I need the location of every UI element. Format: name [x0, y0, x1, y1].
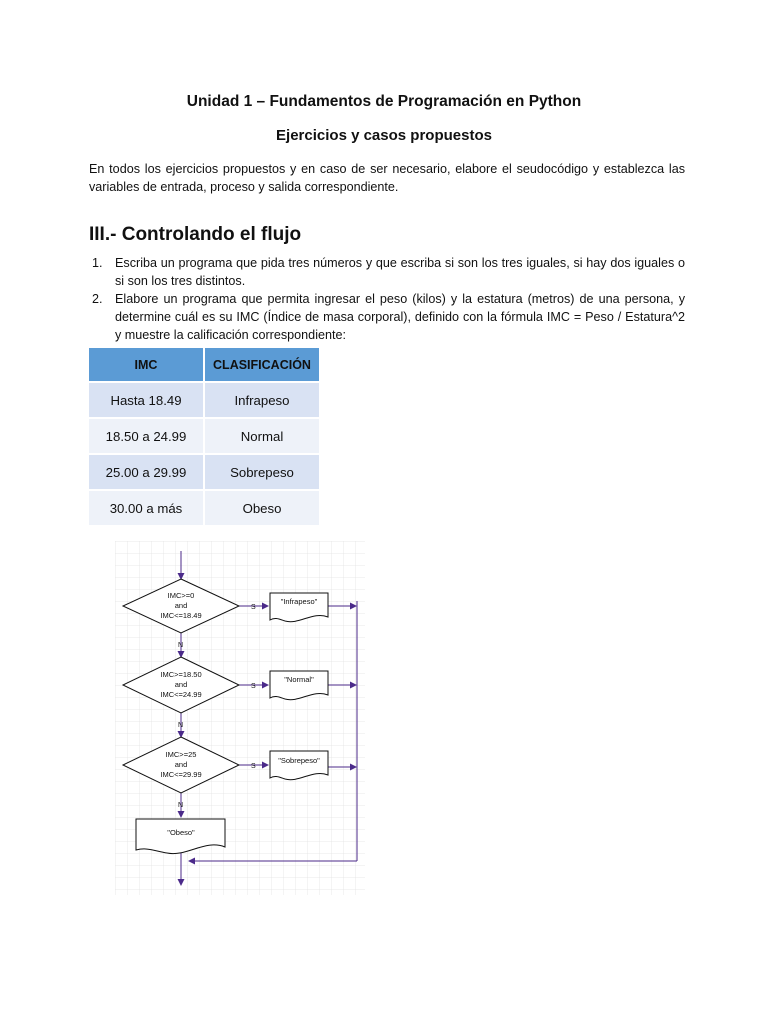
table-cell: Obeso [205, 491, 321, 527]
imc-flowchart [115, 541, 365, 895]
table-row [89, 455, 321, 491]
table-header-clasificacion: CLASIFICACIÓN [205, 348, 321, 383]
decision-3-line3: IMC<=29.99 [160, 770, 202, 779]
yes-label-2: S [251, 683, 256, 690]
table-row [89, 419, 321, 455]
table-row [89, 383, 321, 419]
list-item-number: 2. [92, 292, 103, 306]
no-label-2: N [178, 722, 184, 729]
output-2-text: "Normal" [284, 675, 314, 684]
table-cell: 25.00 a 29.99 [89, 455, 205, 491]
decision-3-line1: IMC>=25 [165, 750, 197, 759]
table-cell: Normal [205, 419, 321, 455]
table-cell: Infrapeso [205, 383, 321, 419]
imc-table [89, 348, 321, 527]
decision-3-line2: and [174, 760, 188, 769]
table-header-row [89, 348, 321, 383]
no-label-1: N [178, 642, 184, 649]
list-item-text: Elabore un programa que permita ingresar el peso (kilos) y la estatura (metros) de una persona, y determine cuál es su IMC (Índice de masa corporal), definido con la fórmula IMC = Peso / Estatura^2 y muestre la calificación correspondiente: [115, 292, 685, 342]
list-item-number: 1. [92, 256, 103, 270]
decision-2-line2: and [174, 680, 188, 689]
table-header-imc: IMC [89, 348, 205, 383]
output-1-text: "Infrapeso" [280, 597, 318, 606]
table-cell: 30.00 a más [89, 491, 205, 527]
decision-2-line3: IMC<=24.99 [160, 690, 202, 699]
decision-1-line3: IMC<=18.49 [160, 611, 202, 620]
output-3-text: "Sobrepeso" [278, 756, 320, 765]
table-row [89, 491, 321, 527]
section-heading: III.- Controlando el flujo [89, 224, 302, 245]
output-final-text: "Obeso" [167, 828, 195, 837]
decision-2-line1: IMC>=18.50 [160, 670, 202, 679]
yes-label-1: S [251, 604, 256, 611]
decision-1-line2: and [174, 601, 188, 610]
no-label-3: N [178, 802, 184, 809]
exercise-list [89, 254, 685, 344]
list-item-text: Escriba un programa que pida tres números y que escriba si son los tres iguales, si hay dos iguales o si son los tres distintos. [115, 256, 685, 288]
yes-label-3: S [251, 763, 256, 770]
decision-1-line1: IMC>=0 [167, 591, 195, 600]
intro-paragraph: En todos los ejercicios propuestos y en caso de ser necesario, elabore el seudocódigo y establezca las variables de entrada, proceso y salida correspondiente. [89, 162, 685, 194]
table-cell: 18.50 a 24.99 [89, 419, 205, 455]
document-subtitle: Ejercicios y casos propuestos [276, 127, 492, 144]
document-title: Unidad 1 – Fundamentos de Programación en Python [186, 93, 582, 110]
list-item [89, 254, 685, 290]
table-cell: Sobrepeso [205, 455, 321, 491]
list-item [89, 290, 685, 344]
table-cell: Hasta 18.49 [89, 383, 205, 419]
